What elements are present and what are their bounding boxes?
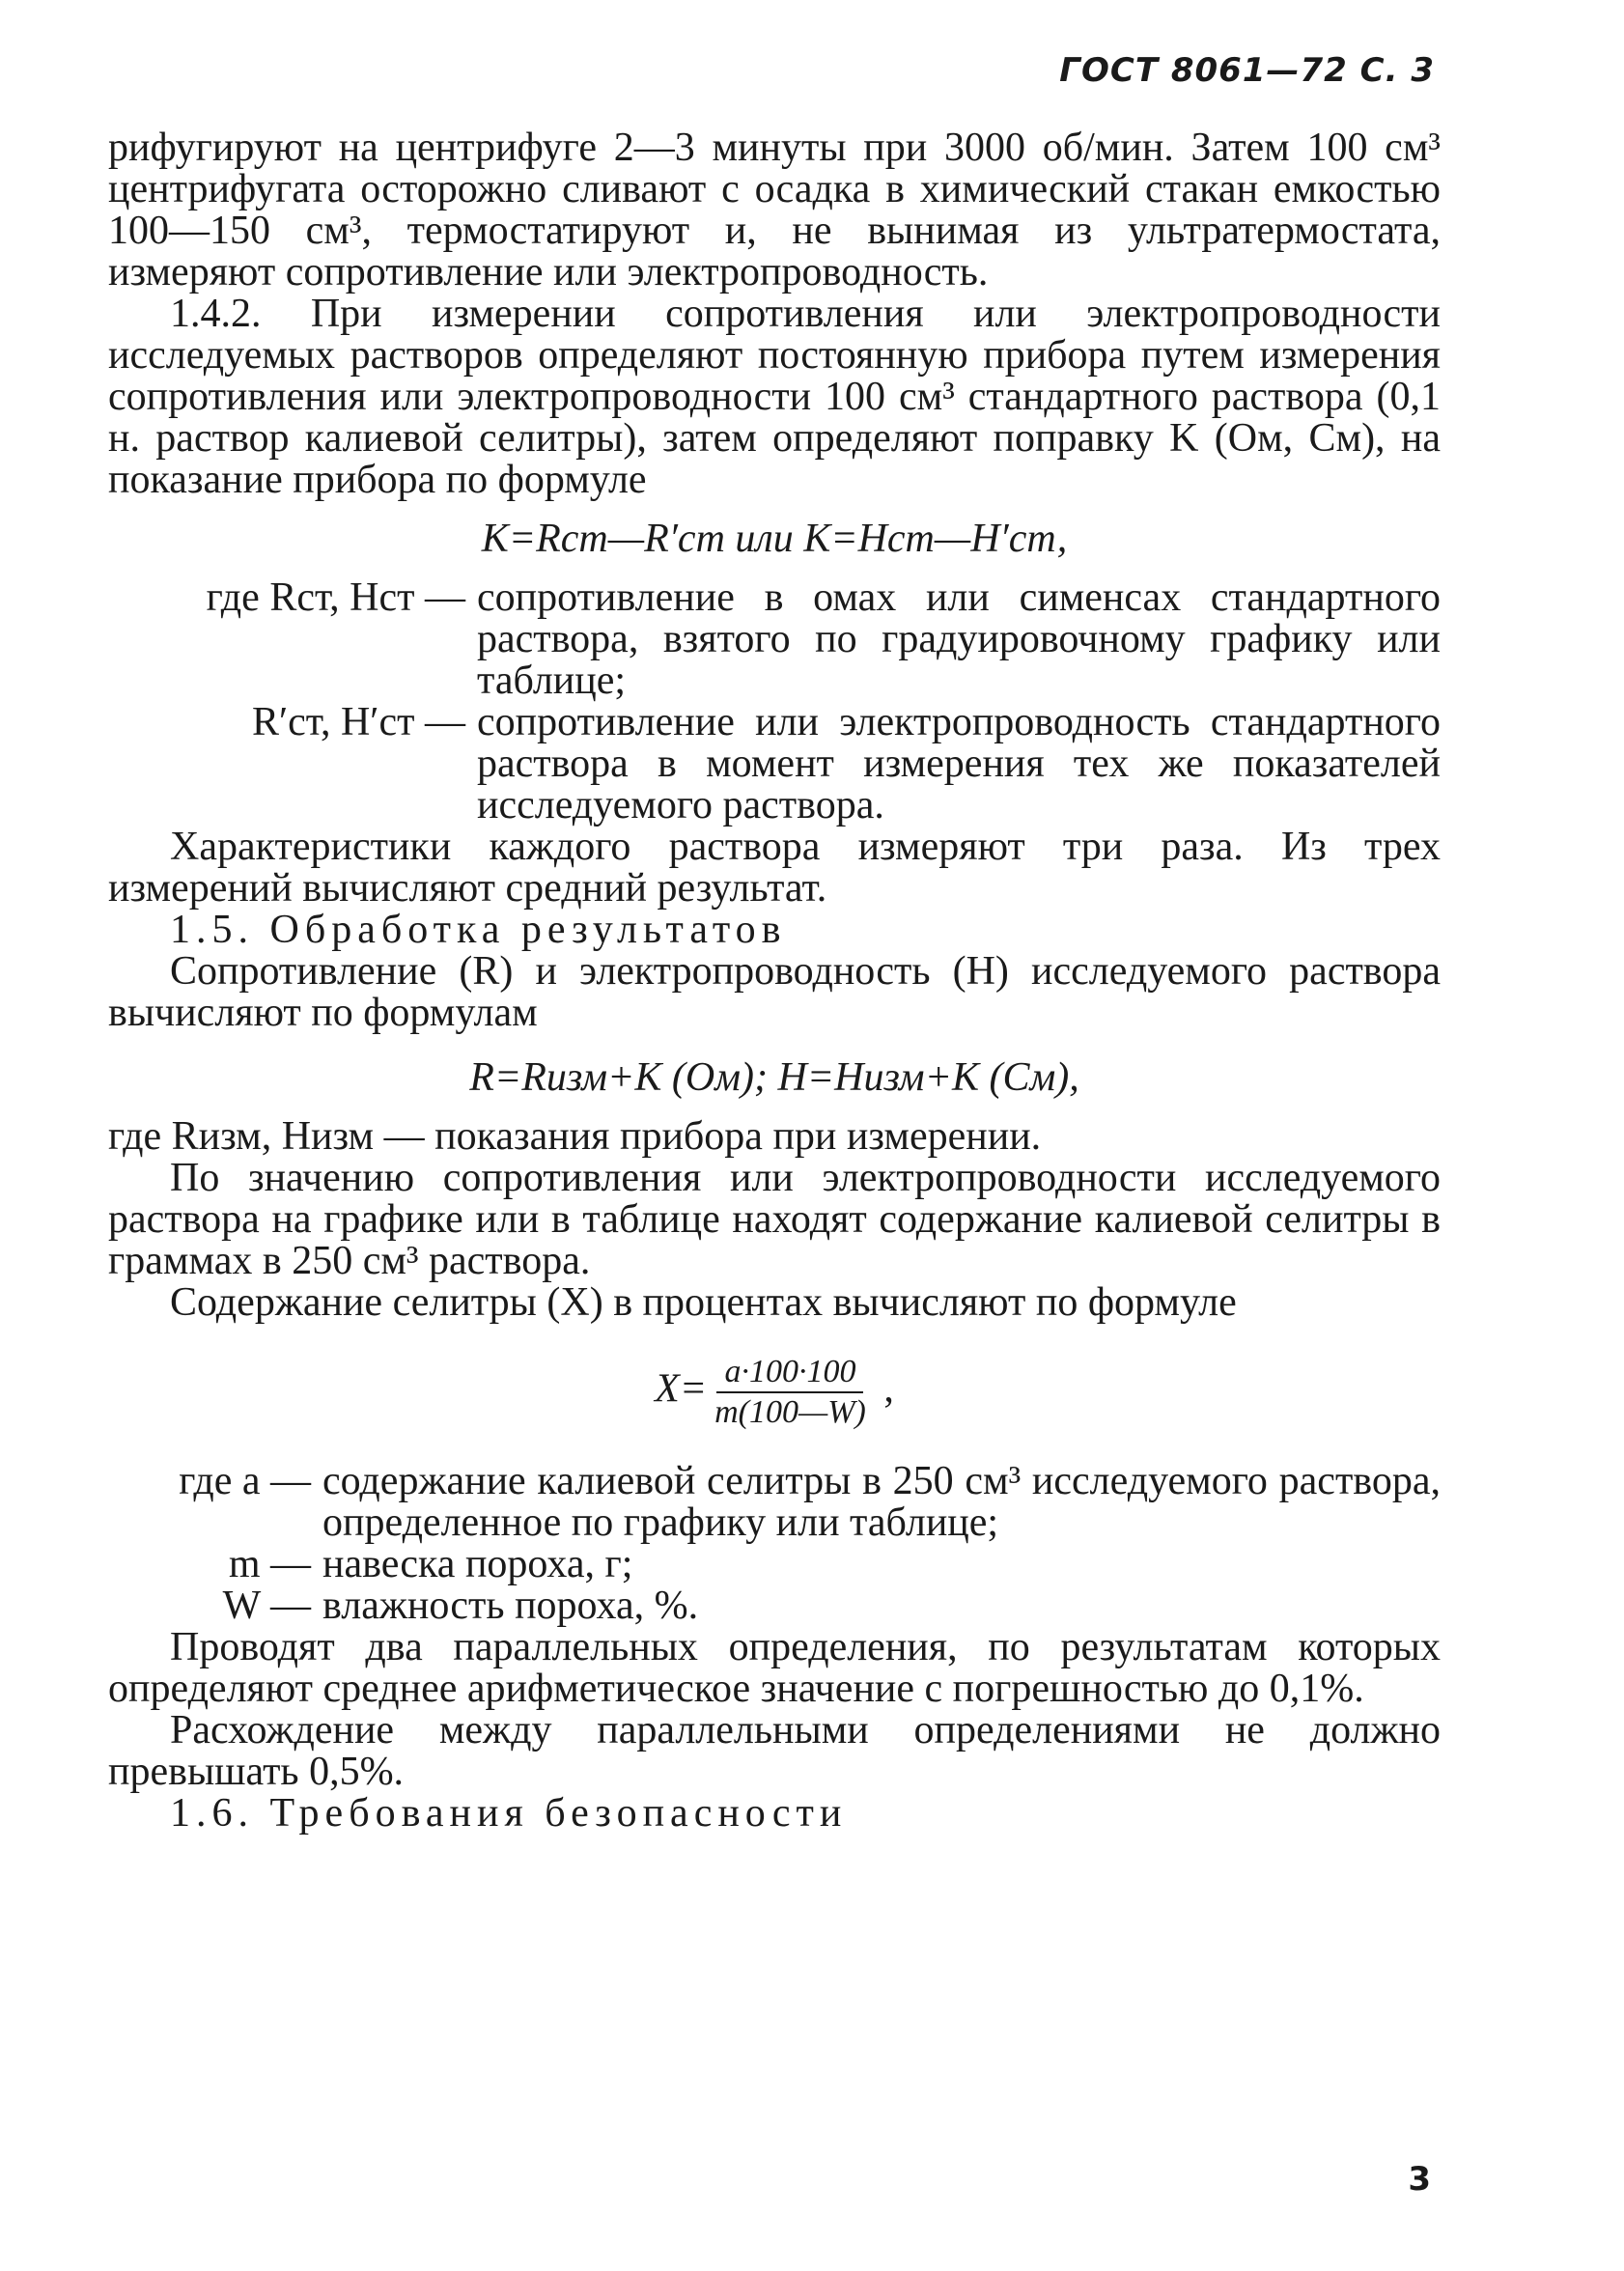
paragraph-continuation: рифугируют на центрифуге 2—3 минуты при 3000 об/мин. Затем 100 см³ центрифугата осторожно сливают с осадка в химический стакан емкостью 100—150 см³, термостатируют и, не вынимая из ультратермостата, измеряют сопротивление или электропроводность.: [108, 126, 1441, 294]
page-number: 3: [1408, 2160, 1431, 2199]
running-head: ГОСТ 8061—72 С. 3: [1059, 51, 1435, 90]
formula-x-fraction: [707, 1353, 874, 1432]
where-text-rst-prime: сопротивление или электропроводность стандартного раствора в момент измерения тех же показателей исследуемого раствора.: [477, 700, 1441, 827]
formula-r-h: R=Rизм+K (Ом); H=Hизм+K (См),: [469, 1055, 1079, 1100]
formula-x-lhs: X=: [655, 1366, 708, 1412]
where-clause-rst: [108, 577, 1441, 702]
section-heading-1-6: 1.6. Требования безопасности: [170, 1791, 848, 1836]
section-heading-1-5: 1.5. Обработка результатов: [170, 908, 787, 952]
where-label-a: где a —: [179, 1459, 311, 1503]
page-body: [108, 127, 1441, 1835]
where-text-a: содержание калиевой селитры в 250 см³ исследуемого раствора, определенное по графику или таблице;: [322, 1459, 1441, 1545]
paragraph-discrepancy: Расхождение между параллельными определениями не должно превышать 0,5%.: [108, 1708, 1441, 1794]
where-label-rst-prime: R′ст, H′ст —: [251, 700, 465, 744]
paragraph-parallel-determinations: Проводят два параллельных определения, по результатам которых определяют среднее арифметическое значение с погрешностью до 0,1%.: [108, 1625, 1441, 1711]
paragraph-percent-formula: Содержание селитры (X) в процентах вычисляют по формуле: [170, 1280, 1237, 1325]
where-clause-m: [108, 1544, 1441, 1585]
where-clause-rst-prime: [108, 702, 1441, 827]
paragraph-measure-three-times: Характеристики каждого раствора измеряют три раза. Из трех измерений вычисляют средний результат.: [108, 825, 1441, 911]
where-text-rst: сопротивление в омах или сименсах стандартного раствора, взятого по градуировочному графику или таблице;: [477, 575, 1441, 703]
where-label-m: m —: [228, 1542, 311, 1586]
where-clause-rizm: где Rизм, Hизм — показания прибора при измерении.: [108, 1114, 1042, 1159]
formula-x-percent: [108, 1353, 1441, 1432]
where-text-w: влажность пороха, %.: [322, 1584, 699, 1628]
formula-x-comma: ,: [883, 1366, 894, 1412]
paragraph-nitrate-content: По значению сопротивления или электропроводности исследуемого раствора на графике или в таблице находят содержание калиевой селитры в граммах в 250 см³ раствора.: [108, 1156, 1441, 1283]
where-text-m: навеска пороха, г;: [322, 1542, 633, 1586]
formula-x-denominator: m(100—W): [714, 1394, 866, 1430]
where-clause-w: [108, 1585, 1441, 1627]
formula-correction-k: K=Rст—R′ст или K=Hст—H′ст,: [481, 517, 1068, 561]
paragraph-1-4-2: 1.4.2. При измерении сопротивления или электропроводности исследуемых растворов определяют постоянную прибора путем измерения сопротивления или электропроводности 100 см³ стандартного раствора (0,1 н. раствор калиевой селитры), затем определяют поправку K (Ом, См), на показание прибора по формуле: [108, 292, 1441, 502]
where-label-rst: где Rст, Hст —: [206, 575, 465, 620]
where-label-w: W —: [222, 1584, 311, 1628]
paragraph-resistance-formulas: Сопротивление (R) и электропроводность (H) исследуемого раствора вычисляют по формулам: [108, 949, 1441, 1035]
where-clause-a: [108, 1461, 1441, 1544]
formula-x-numerator: a·100·100: [716, 1353, 863, 1393]
